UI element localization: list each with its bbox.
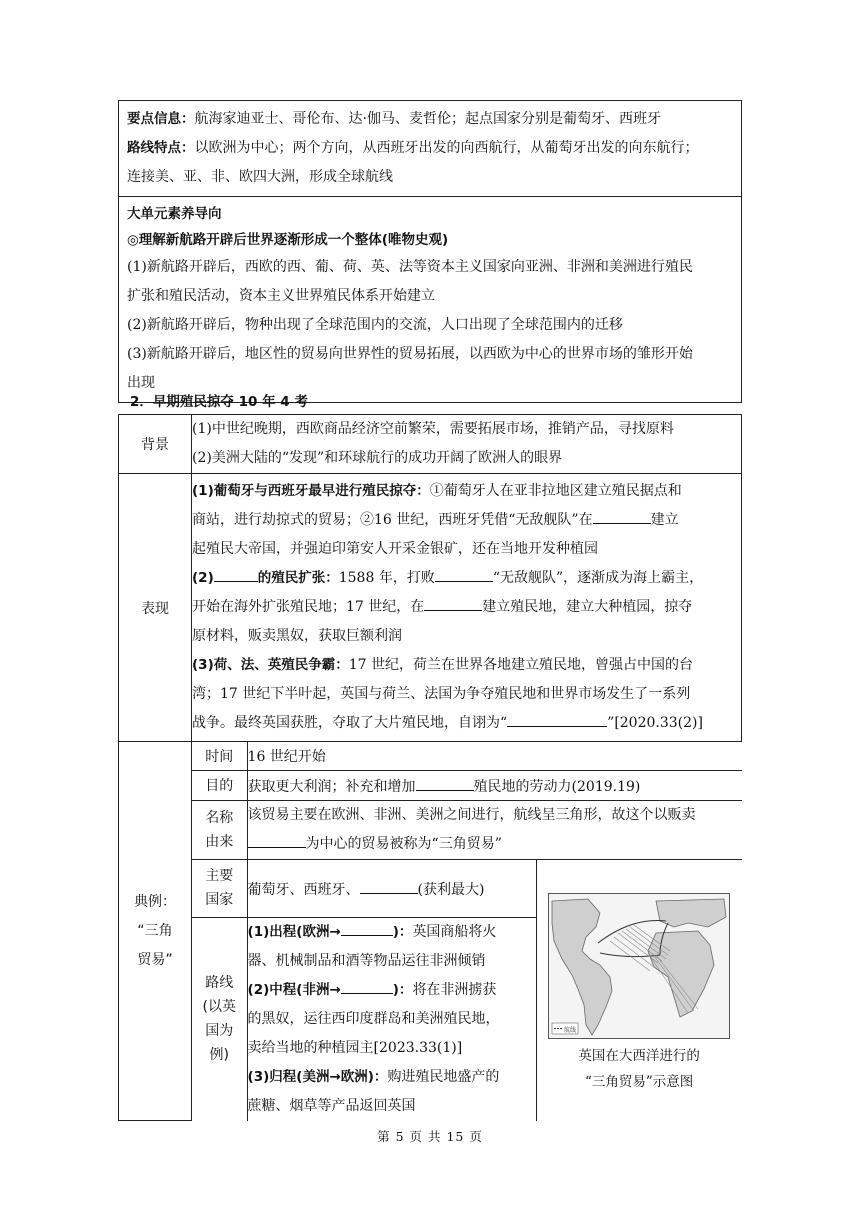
fill-blank[interactable] [424, 595, 482, 611]
perf-p1-d: 起殖民大帝国，并强迫印第安人开采金银矿，还在当地开发种植园 [192, 541, 598, 557]
name-origin-label-1: 名称 [205, 809, 234, 826]
background-label: 背景 [119, 415, 192, 474]
fill-blank[interactable] [214, 566, 258, 582]
triangle-trade-table [192, 742, 742, 1121]
route-label-2: (以英 [202, 999, 236, 1015]
performance-label: 表现 [119, 474, 192, 742]
triangle-trade-map [548, 893, 730, 1039]
route-out-a: 英国商船将火 [412, 923, 497, 940]
perf-p2-b: “无敌舰队”，逐渐成为海上霸主， [492, 570, 704, 586]
route-label [192, 917, 247, 1121]
fill-blank[interactable] [248, 832, 306, 848]
literacy-point-3b: 出现 [127, 375, 155, 391]
countries-text-b: (获利最大) [417, 881, 485, 898]
route-return-a: 购进殖民地盛产的 [387, 1068, 500, 1085]
literacy-title: 大单元素养导向 [127, 206, 222, 222]
map-cell [536, 859, 741, 1121]
route-out-heading: (1)出程(欧洲→ [247, 923, 341, 940]
fill-blank[interactable] [416, 775, 474, 791]
route-label-4: 例) [209, 1047, 229, 1063]
literacy-subtitle: ◎理解新航路开辟后世界逐渐形成一个整体(唯物史观) [127, 232, 449, 248]
perf-p1-heading: (1)葡萄牙与西班牙最早进行殖民掠夺： [192, 483, 430, 499]
route-middle-a: 将在非洲掳获 [412, 981, 497, 998]
route-middle-b: 的黑奴，运往西印度群岛和美洲殖民地， [247, 1010, 500, 1027]
purpose-text-a: 获取更大利润；补充和增加 [247, 778, 416, 795]
name-origin-label-2: 由来 [205, 833, 234, 850]
fill-blank[interactable] [507, 711, 607, 727]
fill-blank[interactable] [341, 978, 393, 994]
route-features-text: 以欧洲为中心；两个方向，从西班牙出发的向西航行，从葡萄牙出发的向东航行； [194, 140, 699, 156]
route-features-label: 路线特点： [127, 140, 195, 156]
map-caption-1: 英国在大西洋进行的 [578, 1048, 700, 1064]
countries-label-1: 主要 [205, 868, 234, 884]
section-heading: 2．早期殖民掠夺 10 年 4 考 [130, 394, 308, 410]
example-label-line-2: “三角 [137, 922, 173, 939]
literacy-point-1a: (1)新航路开辟后，西欧的西、葡、荷、英、法等资本主义国家向亚洲、非洲和美洲进行殖民 [127, 259, 693, 275]
perf-p1-c: 建立 [650, 512, 679, 528]
perf-p1-a: ①葡萄牙人在亚非拉地区建立殖民据点和 [429, 483, 682, 499]
route-out-b: 器、机械制品和酒等物品运往非洲倾销 [247, 952, 486, 969]
purpose-text-b: 殖民地的劳动力(2019.19) [473, 778, 641, 795]
map-legend-text: 航线 [564, 1027, 577, 1034]
colonial-plunder-table [118, 414, 742, 1121]
perf-p2-c: 开始在海外扩张殖民地；17 世纪，在 [192, 599, 425, 615]
fill-blank[interactable] [341, 920, 393, 936]
perf-p2-a: 1588 年，打败 [338, 570, 435, 586]
countries-label-2: 国家 [205, 892, 234, 908]
route-return-b: 蔗糖、烟草等产品返回英国 [247, 1097, 416, 1114]
perf-p3-a: 17 世纪，荷兰在世界各地建立殖民地，曾强占中国的台 [348, 657, 693, 673]
name-origin-label [192, 800, 247, 859]
map-caption-2: “三角贸易”示意图 [584, 1074, 694, 1090]
summary-box [118, 100, 742, 403]
perf-p3-c: 战争。最终英国获胜，夺取了大片殖民地，自诩为“ [192, 715, 508, 731]
countries-text-a: 葡萄牙、西班牙、 [247, 881, 360, 898]
perf-p3-heading: (3)荷、法、英殖民争霸： [192, 657, 349, 673]
background-line-1: (1)中世纪晚期，西欧商品经济空前繁荣，需要拓展市场，推销产品，寻找原料 [192, 421, 674, 437]
literacy-point-1b: 扩张和殖民活动，资本主义世界殖民体系开始建立 [127, 288, 435, 304]
performance-row [119, 474, 742, 742]
time-label: 时间 [192, 742, 247, 770]
route-return-heading: (3)归程(美洲→欧洲)： [247, 1068, 388, 1085]
route-features-text-cont: 连接美、亚、非、欧四大洲，形成全球航线 [127, 169, 393, 185]
perf-p3-b: 湾；17 世纪下半叶起，英国与荷兰、法国为争夺殖民地和世界市场发生了一系列 [192, 686, 691, 702]
route-label-1: 路线 [205, 975, 234, 991]
perf-p2-pre: (2) [192, 570, 214, 586]
example-label-line-3: 贸易” [137, 951, 173, 968]
perf-p2-heading: 的殖民扩张： [257, 570, 339, 586]
perf-p1-b: 商站，进行劫掠式的贸易；②16 世纪，西班牙凭借“无敌舰队”在 [192, 512, 593, 528]
route-middle-heading: (2)中程(非洲→ [247, 981, 341, 998]
purpose-label: 目的 [192, 770, 247, 800]
example-row [119, 742, 742, 1121]
route-middle-heading-end: )： [392, 981, 413, 998]
key-info-text: 航海家迪亚士、哥伦布、达·伽马、麦哲伦；起点国家分别是葡萄牙、西班牙 [194, 111, 661, 127]
countries-label [192, 859, 247, 917]
fill-blank[interactable] [435, 566, 493, 582]
europe-landmass [656, 899, 726, 927]
fill-blank[interactable] [360, 878, 418, 894]
fill-blank[interactable] [593, 508, 651, 524]
page-footer: 第 5 页 共 15 页 [377, 1129, 483, 1144]
example-label [119, 742, 192, 1121]
perf-p3-d: ”[2020.33(2)] [607, 715, 703, 731]
literacy-point-3a: (3)新航路开辟后，地区性的贸易向世界性的贸易拓展，以西欧为中心的世界市场的雏形开始 [127, 346, 693, 362]
route-out-heading-end: )： [392, 923, 413, 940]
name-origin-text-b: 为中心的贸易被称为“三角贸易” [305, 835, 502, 852]
perf-p2-e: 原材料，贩卖黑奴，获取巨额利润 [192, 628, 402, 644]
background-line-2: (2)美洲大陆的“发现”和环球航行的成功开阔了欧洲人的眼界 [192, 450, 563, 466]
literacy-point-2: (2)新航路开辟后，物种出现了全球范围内的交流，人口出现了全球范围内的迁移 [127, 317, 623, 333]
route-middle-c: 卖给当地的种植园主[2023.33(1)] [247, 1039, 463, 1056]
time-value: 16 世纪开始 [247, 742, 741, 770]
route-label-3: 国为 [205, 1023, 234, 1039]
name-origin-text-a: 该贸易主要在欧洲、非洲、美洲之间进行，航线呈三角形，故这个以贩卖 [247, 806, 696, 823]
key-info-section [119, 101, 741, 197]
key-info-label: 要点信息： [127, 111, 195, 127]
literacy-section [119, 197, 741, 402]
example-label-line-1: 典例： [134, 893, 176, 910]
perf-p2-d: 建立殖民地，建立大种植园，掠夺 [482, 599, 693, 615]
background-row [119, 415, 742, 474]
